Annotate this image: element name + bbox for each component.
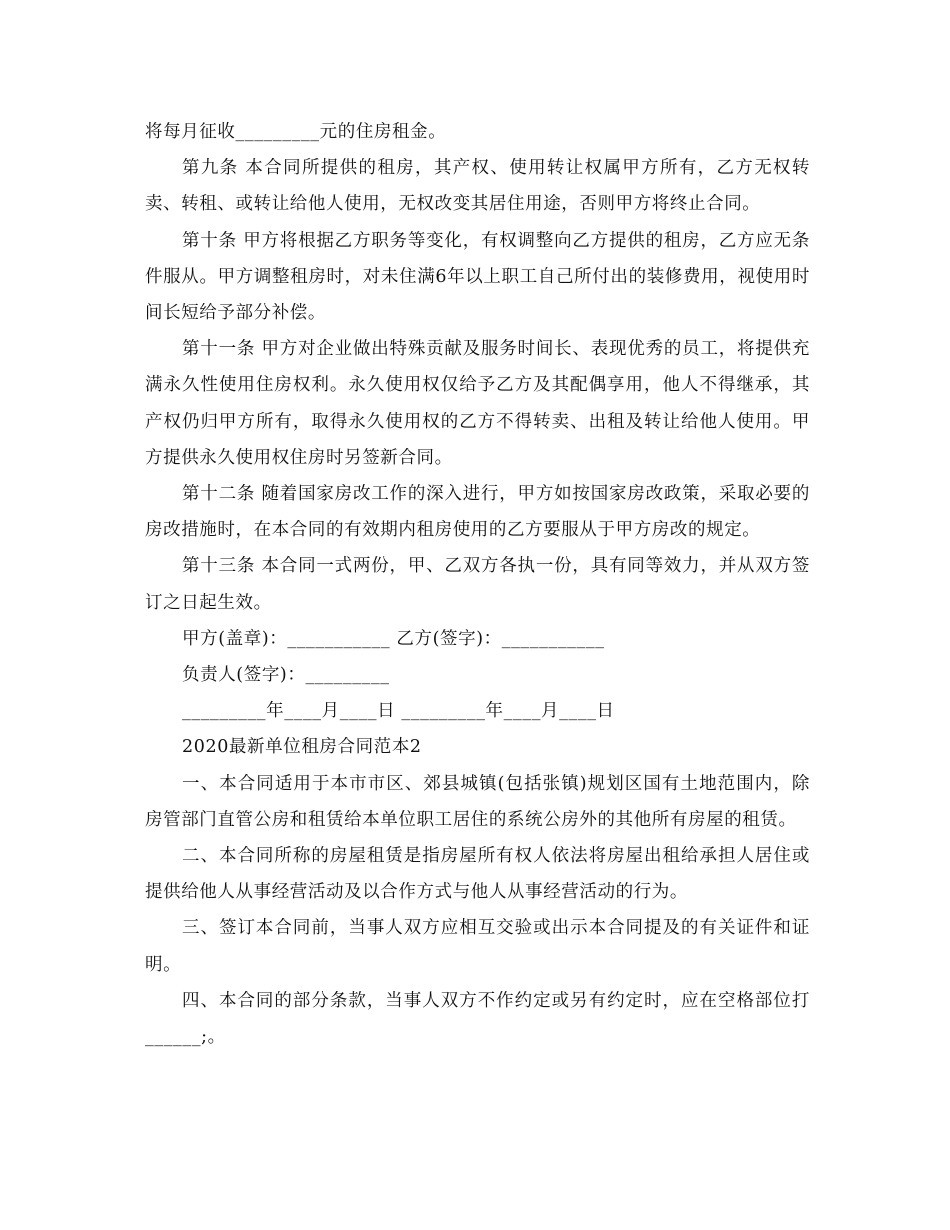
paragraph-clause-4: 四、本合同的部分条款，当事人双方不作约定或另有约定时，应在空格部位打______;。 xyxy=(145,990,810,1048)
paragraph-clause-2: 二、本合同所称的房屋租赁是指房屋所有权人依法将房屋出租给承担人居住或提供给他人从事经营活动及以合作方式与他人从事经营活动的行为。 xyxy=(145,846,810,903)
paragraph-clause-1: 一、本合同适用于本市市区、郊县城镇(包括张镇)规划区国有土地范围内，除房管部门直管公房和租赁给本单位职工居住的系统公房外的其他所有房屋的租赁。 xyxy=(145,773,810,830)
signature-date-line: _________年____月____日 _________年____月____日 xyxy=(182,701,615,722)
paragraph-article-11: 第十一条 甲方对企业做出特殊贡献及服务时间长、表现优秀的员工，将提供充满永久性使用住房权利。永久使用权仅给予乙方及其配偶享用，他人不得继承，其产权仍归甲方所有，取得永久使用权的乙方不得转卖、出租及转让给他人使用。甲方提供永久使用权住房时另签新合同。 xyxy=(145,339,810,468)
document-body xyxy=(145,114,810,1055)
paragraph-article-12: 第十二条 随着国家房改工作的深入进行，甲方如按国家房改政策，采取必要的房改措施时，在本合同的有效期内租房使用的乙方要服从于甲方房改的规定。 xyxy=(145,484,810,541)
signature-responsible-line: 负责人(签字)：_________ xyxy=(182,665,390,686)
signature-party-line: 甲方(盖章)：___________ 乙方(签字)：___________ xyxy=(182,628,605,649)
section-title: 2020最新单位租房合同范本2 xyxy=(182,737,422,758)
paragraph-article-13: 第十三条 本合同一式两份，甲、乙双方各执一份，具有同等效力，并从双方签订之日起生效。 xyxy=(145,556,810,613)
paragraph-article-10: 第十条 甲方将根据乙方职务等变化，有权调整向乙方提供的租房，乙方应无条件服从。甲方调整租房时，对未住满6年以上职工自己所付出的装修费用，视使用时间长短给予部分补偿。 xyxy=(145,230,810,324)
paragraph-article-9: 第九条 本合同所提供的租房，其产权、使用转让权属甲方所有，乙方无权转卖、转租、或转让给他人使用，无权改变其居住用途，否则甲方将终止合同。 xyxy=(145,158,810,215)
paragraph-clause-3: 三、签订本合同前，当事人双方应相互交验或出示本合同提及的有关证件和证明。 xyxy=(145,918,810,975)
paragraph-rent-amount: 将每月征收_________元的住房租金。 xyxy=(145,122,447,142)
